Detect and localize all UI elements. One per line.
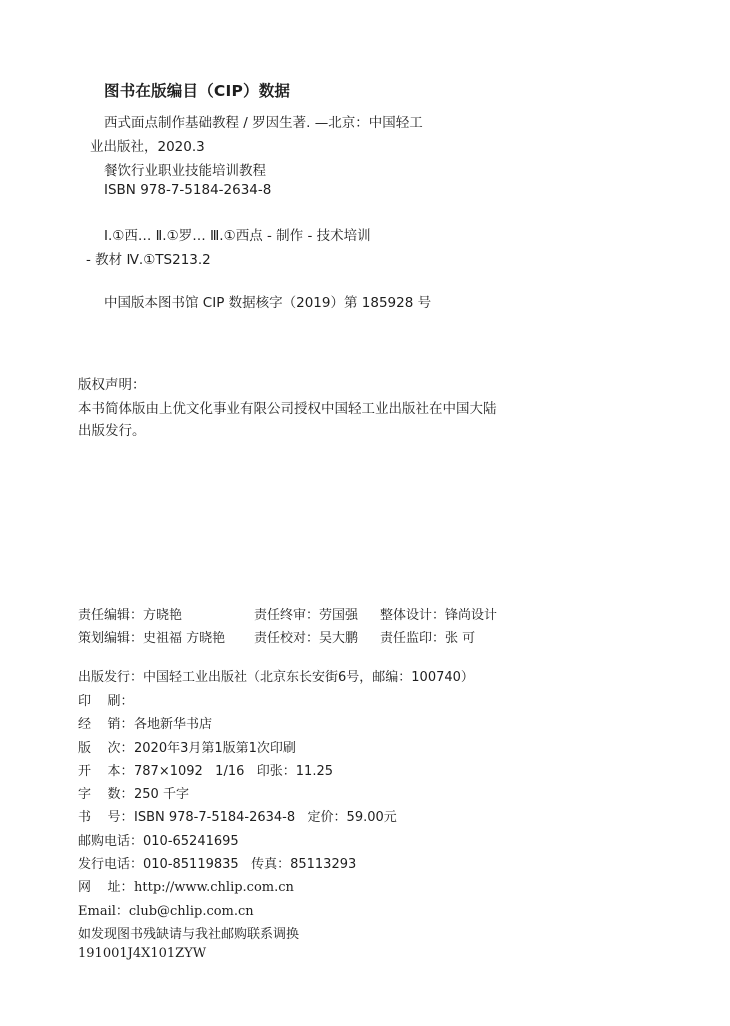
publisher-row: [78, 666, 474, 685]
email-value: club@chlip.com.cn: [128, 904, 254, 919]
final-review-label: 责任终审：: [254, 608, 320, 623]
print-code: 191001J4X101ZYW: [78, 946, 207, 961]
word-count-value: 250 千字: [134, 787, 189, 802]
distribution-row: [78, 713, 212, 732]
email-label: Email：: [78, 904, 129, 919]
book-number-label: 书 号：: [78, 810, 134, 825]
distribution-value: 各地新华书店: [134, 717, 213, 732]
cip-classification-line-2: - 教材 Ⅳ.①TS213.2: [86, 252, 211, 268]
cip-heading: 图书在版编目（CIP）数据: [104, 82, 291, 100]
proofreader-value: 吴大鹏: [319, 631, 359, 646]
format-row: [78, 760, 333, 779]
print-supervisor-value: 张 可: [445, 631, 476, 646]
book-number-value: ISBN 978-7-5184-2634-8 定价：59.00元: [134, 810, 397, 825]
final-review-value: 劳国强: [319, 608, 359, 623]
word-count-label: 字 数：: [78, 787, 134, 802]
cip-isbn: ISBN 978-7-5184-2634-8: [104, 182, 272, 198]
responsible-editor: [78, 604, 182, 623]
email-row: [78, 900, 254, 919]
proofreader-label: 责任校对：: [254, 631, 320, 646]
distribution-phone-row: [78, 853, 356, 872]
cip-classification-line-1: Ⅰ.①西… Ⅱ.①罗… Ⅲ.①西点 - 制作 - 技术培训: [104, 228, 371, 244]
responsible-editor-label: 责任编辑：: [78, 608, 144, 623]
format-value: 787×1092 1/16 印张：11.25: [134, 764, 333, 779]
format-label: 开 本：: [78, 764, 134, 779]
overall-design-value: 锋尚设计: [445, 608, 498, 623]
mail-order-value: 010-65241695: [143, 834, 239, 849]
printing-label: 印 刷：: [78, 694, 134, 709]
planning-editor: [78, 627, 225, 646]
edition-label: 版 次：: [78, 741, 134, 756]
planning-editor-value: 史祖福 方晓艳: [143, 631, 226, 646]
website-label: 网 址：: [78, 880, 134, 895]
planning-editor-label: 策划编辑：: [78, 631, 144, 646]
overall-design-label: 整体设计：: [380, 608, 446, 623]
cip-series: 餐饮行业职业技能培训教程: [104, 163, 266, 179]
book-number-row: [78, 806, 397, 825]
copyright-text-line-2: 出版发行。: [78, 423, 146, 439]
printing-row: [78, 690, 134, 709]
word-count-row: [78, 783, 189, 802]
distribution-label: 经 销：: [78, 717, 134, 732]
distribution-phone-value: 010-85119835 传真：85113293: [143, 857, 357, 872]
publisher-label: 出版发行：: [78, 670, 144, 685]
overall-design: [380, 604, 497, 623]
cip-book-line-2: 业出版社，2020.3: [90, 139, 205, 155]
mail-order-label: 邮购电话：: [78, 834, 144, 849]
copyright-text-line-1: 本书简体版由上优文化事业有限公司授权中国轻工业出版社在中国大陆: [78, 401, 497, 417]
defect-notice: 如发现图书残缺请与我社邮购联系调换: [78, 927, 300, 942]
edition-value: 2020年3月第1版第1次印刷: [134, 741, 296, 756]
cip-book-line-1: 西式面点制作基础教程 / 罗因生著. —北京：中国轻工: [104, 115, 423, 131]
proofreader: [254, 627, 358, 646]
responsible-editor-value: 方晓艳: [143, 608, 183, 623]
distribution-phone-label: 发行电话：: [78, 857, 144, 872]
final-review: [254, 604, 358, 623]
copyright-label: 版权声明：: [78, 377, 146, 393]
cip-number: 中国版本图书馆 CIP 数据核字（2019）第 185928 号: [104, 295, 432, 311]
website-row: [78, 876, 294, 895]
mail-order-row: [78, 830, 239, 849]
print-supervisor: [380, 627, 475, 646]
edition-row: [78, 737, 296, 756]
website-value: http://www.chlip.com.cn: [134, 880, 294, 895]
publisher-value: 中国轻工业出版社（北京东长安街6号，邮编：100740）: [143, 670, 474, 685]
print-supervisor-label: 责任监印：: [380, 631, 446, 646]
